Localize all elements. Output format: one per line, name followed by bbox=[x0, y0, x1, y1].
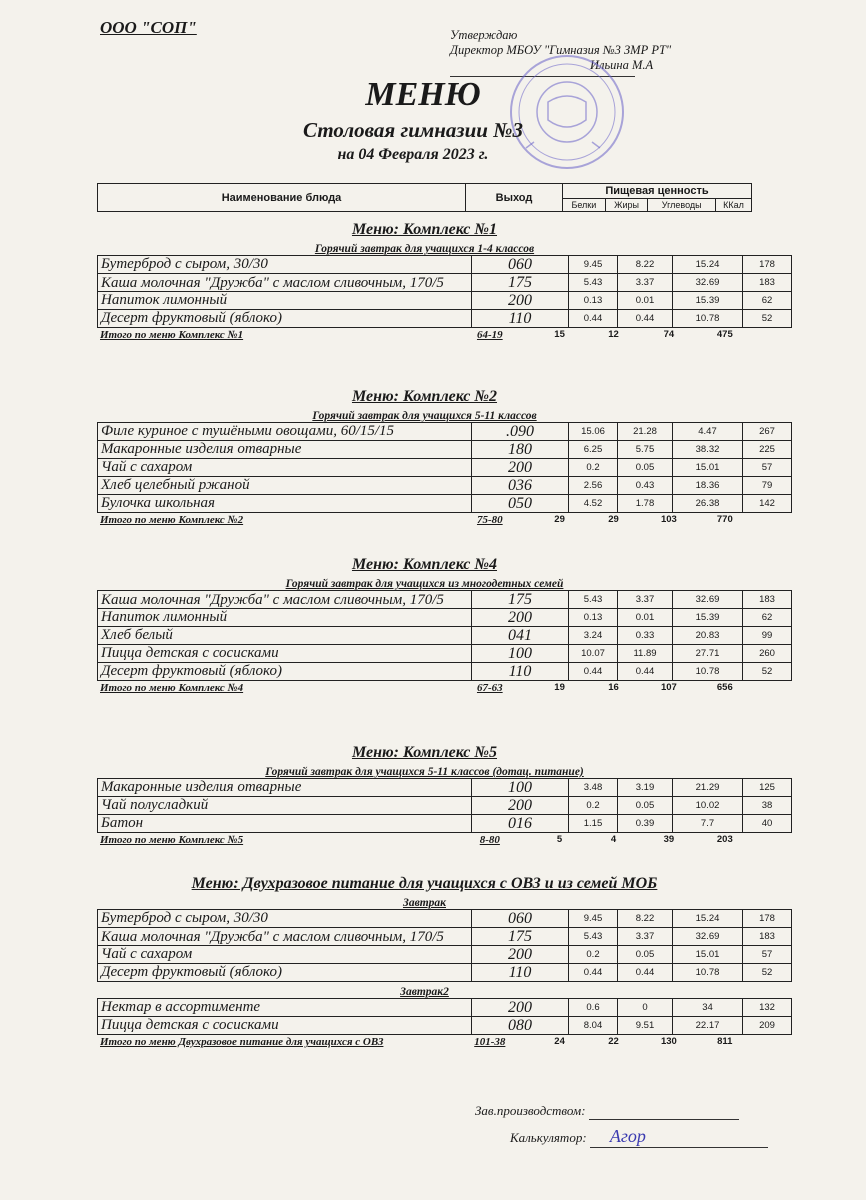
col-output: Выход bbox=[466, 184, 563, 212]
dish-output: 041 bbox=[472, 627, 569, 645]
col-fat: Жиры bbox=[605, 199, 648, 212]
table-row bbox=[98, 910, 792, 928]
total-protein: 15 bbox=[554, 329, 565, 340]
menu-table bbox=[97, 909, 792, 982]
dish-kcal: 52 bbox=[743, 310, 792, 328]
dish-protein: 9.45 bbox=[569, 256, 618, 274]
dish-fat: 5.75 bbox=[618, 441, 673, 459]
total-fat: 29 bbox=[608, 514, 619, 525]
section-title: Меню: Комплекс №4 bbox=[351, 556, 498, 573]
dish-protein: 3.48 bbox=[569, 779, 618, 797]
dish-output: 100 bbox=[472, 645, 569, 663]
section-title: Меню: Комплекс №1 bbox=[351, 221, 498, 238]
total-kcal: 656 bbox=[716, 682, 733, 693]
dish-kcal: 40 bbox=[743, 815, 792, 833]
dish-fat: 0.33 bbox=[618, 627, 673, 645]
dish-kcal: 62 bbox=[743, 609, 792, 627]
dish-carbs: 32.69 bbox=[673, 274, 743, 292]
dish-protein: 6.25 bbox=[569, 441, 618, 459]
section-total bbox=[97, 833, 752, 847]
dish-name: Хлеб белый bbox=[98, 627, 472, 645]
dish-fat: 0.44 bbox=[618, 663, 673, 681]
dish-name: Пицца детская с сосисками bbox=[98, 1017, 472, 1035]
table-row bbox=[98, 292, 792, 310]
dish-name: Хлеб целебный ржаной bbox=[98, 477, 472, 495]
table-row bbox=[98, 928, 792, 946]
dish-carbs: 10.78 bbox=[673, 964, 743, 982]
dish-name: Филе куриное с тушёными овощами, 60/15/15 bbox=[98, 423, 472, 441]
section-subtitle: Завтрак bbox=[402, 897, 446, 909]
dish-name: Чай полусладкий bbox=[98, 797, 472, 815]
dish-name: Напиток лимонный bbox=[98, 609, 472, 627]
total-kcal: 475 bbox=[716, 329, 733, 340]
dish-output: 200 bbox=[472, 797, 569, 815]
table-row bbox=[98, 999, 792, 1017]
production-label: Зав.производством: bbox=[475, 1103, 586, 1118]
dish-kcal: 57 bbox=[743, 459, 792, 477]
dish-protein: 1.15 bbox=[569, 815, 618, 833]
total-label: Итого по меню Двухразовое питание для учащихся с ОВЗ bbox=[100, 1036, 384, 1048]
dish-name: Десерт фруктовый (яблоко) bbox=[98, 663, 472, 681]
dish-kcal: 132 bbox=[743, 999, 792, 1017]
dish-kcal: 183 bbox=[743, 928, 792, 946]
dish-fat: 8.22 bbox=[618, 256, 673, 274]
dish-name: Каша молочная "Дружба" с маслом сливочным, 170/5 bbox=[98, 274, 472, 292]
table-row bbox=[98, 591, 792, 609]
dish-carbs: 15.24 bbox=[673, 256, 743, 274]
dish-protein: 8.04 bbox=[569, 1017, 618, 1035]
dish-fat: 0.05 bbox=[618, 459, 673, 477]
dish-output: 175 bbox=[472, 591, 569, 609]
dish-fat: 8.22 bbox=[618, 910, 673, 928]
dish-kcal: 178 bbox=[743, 256, 792, 274]
dish-carbs: 15.01 bbox=[673, 459, 743, 477]
section-title: Меню: Двухразовое питание для учащихся с ОВЗ и из семей МОБ bbox=[191, 875, 658, 892]
dish-protein: 0.44 bbox=[569, 964, 618, 982]
dish-kcal: 225 bbox=[743, 441, 792, 459]
dish-fat: 0.44 bbox=[618, 964, 673, 982]
dish-output: 016 bbox=[472, 815, 569, 833]
table-row bbox=[98, 627, 792, 645]
dish-carbs: 7.7 bbox=[673, 815, 743, 833]
table-row bbox=[98, 274, 792, 292]
dish-output: 200 bbox=[472, 292, 569, 310]
menu-date: на 04 Февраля 2023 г. bbox=[337, 146, 489, 163]
total-protein: 19 bbox=[554, 682, 565, 693]
dish-protein: 0.13 bbox=[569, 609, 618, 627]
dish-fat: 1.78 bbox=[618, 495, 673, 513]
dish-name: Макаронные изделия отварные bbox=[98, 441, 472, 459]
dish-carbs: 15.24 bbox=[673, 910, 743, 928]
dish-kcal: 209 bbox=[743, 1017, 792, 1035]
dish-output: 110 bbox=[472, 310, 569, 328]
dish-output: 060 bbox=[472, 910, 569, 928]
table-row bbox=[98, 663, 792, 681]
col-name: Наименование блюда bbox=[98, 184, 466, 212]
dish-protein: 5.43 bbox=[569, 928, 618, 946]
dish-kcal: 79 bbox=[743, 477, 792, 495]
dish-fat: 0.01 bbox=[618, 292, 673, 310]
page-title: МЕНЮ bbox=[365, 76, 481, 113]
table-row bbox=[98, 1017, 792, 1035]
dish-fat: 3.19 bbox=[618, 779, 673, 797]
total-carbs: 39 bbox=[663, 834, 675, 845]
dish-carbs: 34 bbox=[673, 999, 743, 1017]
calculator-signature bbox=[510, 1126, 768, 1148]
dish-protein: 4.52 bbox=[569, 495, 618, 513]
section-subtitle: Горячий завтрак для учащихся 5-11 классов (дотац. питание) bbox=[265, 766, 584, 778]
col-kcal: ККал bbox=[716, 199, 752, 212]
dish-carbs: 10.78 bbox=[673, 310, 743, 328]
calculator-label: Калькулятор: bbox=[510, 1130, 587, 1145]
total-output: 64-19 bbox=[476, 329, 503, 341]
menu-table bbox=[97, 590, 792, 681]
menu-table bbox=[97, 778, 792, 833]
dish-fat: 11.89 bbox=[618, 645, 673, 663]
total-carbs: 103 bbox=[660, 514, 677, 525]
dish-kcal: 62 bbox=[743, 292, 792, 310]
dish-output: 100 bbox=[472, 779, 569, 797]
total-label: Итого по меню Комплекс №2 bbox=[100, 514, 244, 526]
table-row bbox=[98, 477, 792, 495]
dish-protein: 2.56 bbox=[569, 477, 618, 495]
total-output: 67-63 bbox=[476, 682, 503, 694]
dish-kcal: 125 bbox=[743, 779, 792, 797]
dish-name: Нектар в ассортименте bbox=[98, 999, 472, 1017]
section-total bbox=[97, 681, 752, 695]
dish-carbs: 26.38 bbox=[673, 495, 743, 513]
dish-carbs: 27.71 bbox=[673, 645, 743, 663]
total-carbs: 130 bbox=[660, 1036, 677, 1047]
calculator-signature-mark: Агор bbox=[590, 1126, 768, 1148]
dish-protein: 0.13 bbox=[569, 292, 618, 310]
table-row bbox=[98, 310, 792, 328]
total-fat: 12 bbox=[608, 329, 619, 340]
table-row bbox=[98, 609, 792, 627]
total-kcal: 770 bbox=[716, 514, 733, 525]
dish-output: 200 bbox=[472, 459, 569, 477]
dish-name: Каша молочная "Дружба" с маслом сливочным, 170/5 bbox=[98, 928, 472, 946]
dish-output: 200 bbox=[472, 609, 569, 627]
table-row bbox=[98, 645, 792, 663]
dish-fat: 3.37 bbox=[618, 591, 673, 609]
table-row bbox=[98, 797, 792, 815]
section-title: Меню: Комплекс №2 bbox=[351, 388, 498, 405]
dish-protein: 0.44 bbox=[569, 663, 618, 681]
menu-section bbox=[97, 744, 775, 847]
approval-line-3: Ильина М.А bbox=[590, 58, 654, 72]
section-title: Меню: Комплекс №5 bbox=[351, 744, 498, 761]
table-row bbox=[98, 779, 792, 797]
total-kcal: 811 bbox=[717, 1036, 733, 1047]
dish-output: 080 bbox=[472, 1017, 569, 1035]
dish-kcal: 142 bbox=[743, 495, 792, 513]
dish-carbs: 10.78 bbox=[673, 663, 743, 681]
total-label: Итого по меню Комплекс №4 bbox=[100, 682, 244, 694]
dish-kcal: 52 bbox=[743, 663, 792, 681]
dish-name: Пицца детская с сосисками bbox=[98, 645, 472, 663]
table-row bbox=[98, 964, 792, 982]
total-kcal: 203 bbox=[716, 834, 733, 845]
organization-name: ООО "СОП" bbox=[100, 18, 197, 37]
dish-fat: 0.05 bbox=[618, 797, 673, 815]
production-signature-line bbox=[589, 1103, 739, 1120]
dish-fat: 0.05 bbox=[618, 946, 673, 964]
dish-kcal: 183 bbox=[743, 274, 792, 292]
section-total bbox=[97, 513, 752, 527]
total-carbs: 107 bbox=[660, 682, 677, 693]
dish-carbs: 15.39 bbox=[673, 292, 743, 310]
dish-fat: 0 bbox=[618, 999, 673, 1017]
col-nutrition: Пищевая ценность bbox=[563, 184, 752, 199]
dish-carbs: 10.02 bbox=[673, 797, 743, 815]
total-fat: 16 bbox=[608, 682, 619, 693]
col-protein: Белки bbox=[563, 199, 606, 212]
dish-output: 110 bbox=[472, 663, 569, 681]
dish-kcal: 178 bbox=[743, 910, 792, 928]
dish-fat: 0.43 bbox=[618, 477, 673, 495]
menu-section bbox=[97, 556, 775, 695]
col-carbs: Углеводы bbox=[648, 199, 716, 212]
menu-section bbox=[97, 875, 775, 1049]
dish-fat: 9.51 bbox=[618, 1017, 673, 1035]
dish-protein: 0.6 bbox=[569, 999, 618, 1017]
dish-kcal: 267 bbox=[743, 423, 792, 441]
dish-fat: 21.28 bbox=[618, 423, 673, 441]
dish-name: Десерт фруктовый (яблоко) bbox=[98, 310, 472, 328]
dish-output: 180 bbox=[472, 441, 569, 459]
section-total bbox=[97, 328, 752, 342]
section-subtitle: Горячий завтрак для учащихся 5-11 классов bbox=[312, 410, 537, 422]
dish-protein: 3.24 bbox=[569, 627, 618, 645]
dish-carbs: 22.17 bbox=[673, 1017, 743, 1035]
dish-fat: 0.39 bbox=[618, 815, 673, 833]
table-row bbox=[98, 815, 792, 833]
dish-output: 110 bbox=[472, 964, 569, 982]
dish-protein: 9.45 bbox=[569, 910, 618, 928]
dish-output: 175 bbox=[472, 274, 569, 292]
dish-output: .090 bbox=[472, 423, 569, 441]
dish-carbs: 15.39 bbox=[673, 609, 743, 627]
section-subtitle: Горячий завтрак для учащихся 1-4 классов bbox=[314, 243, 535, 255]
dish-carbs: 38.32 bbox=[673, 441, 743, 459]
dish-fat: 3.37 bbox=[618, 928, 673, 946]
table-row bbox=[98, 441, 792, 459]
total-protein: 29 bbox=[554, 514, 565, 525]
dish-output: 060 bbox=[472, 256, 569, 274]
menu-section bbox=[97, 221, 775, 342]
dish-kcal: 183 bbox=[743, 591, 792, 609]
dish-name: Чай с сахаром bbox=[98, 459, 472, 477]
dish-name: Чай с сахаром bbox=[98, 946, 472, 964]
total-protein: 24 bbox=[554, 1036, 565, 1047]
dish-carbs: 20.83 bbox=[673, 627, 743, 645]
dish-output: 036 bbox=[472, 477, 569, 495]
total-label: Итого по меню Комплекс №1 bbox=[100, 329, 244, 341]
section-total bbox=[97, 1035, 752, 1049]
section-subtitle: Горячий завтрак для учащихся из многодетных семей bbox=[285, 578, 564, 590]
dish-output: 200 bbox=[472, 946, 569, 964]
dish-protein: 5.43 bbox=[569, 591, 618, 609]
dish-protein: 10.07 bbox=[569, 645, 618, 663]
total-fat: 4 bbox=[610, 834, 617, 845]
dish-protein: 0.2 bbox=[569, 459, 618, 477]
menu-table bbox=[97, 422, 792, 513]
production-signature bbox=[475, 1103, 739, 1120]
dish-carbs: 32.69 bbox=[673, 591, 743, 609]
total-output: 8-80 bbox=[479, 834, 500, 846]
dish-kcal: 57 bbox=[743, 946, 792, 964]
dish-kcal: 52 bbox=[743, 964, 792, 982]
table-row bbox=[98, 459, 792, 477]
approval-line-1: Утверждаю bbox=[450, 28, 518, 42]
dish-carbs: 32.69 bbox=[673, 928, 743, 946]
dish-name: Напиток лимонный bbox=[98, 292, 472, 310]
dish-carbs: 4.47 bbox=[673, 423, 743, 441]
dish-name: Макаронные изделия отварные bbox=[98, 779, 472, 797]
approval-line-2: Директор МБОУ "Гимназия №3 ЗМР РТ" bbox=[450, 43, 672, 57]
total-protein: 5 bbox=[556, 834, 563, 845]
total-output: 75-80 bbox=[476, 514, 503, 526]
dish-carbs: 15.01 bbox=[673, 946, 743, 964]
total-carbs: 74 bbox=[663, 329, 675, 340]
dish-name: Бутерброд с сыром, 30/30 bbox=[98, 256, 472, 274]
table-row bbox=[98, 946, 792, 964]
table-row bbox=[98, 256, 792, 274]
menu-table bbox=[97, 998, 792, 1035]
total-label: Итого по меню Комплекс №5 bbox=[100, 834, 244, 846]
menu-section bbox=[97, 388, 775, 527]
dish-name: Булочка школьная bbox=[98, 495, 472, 513]
section-subtitle: Завтрак2 bbox=[400, 986, 449, 998]
dish-protein: 0.2 bbox=[569, 797, 618, 815]
column-header bbox=[97, 183, 752, 212]
menu-table bbox=[97, 255, 792, 328]
dish-fat: 0.01 bbox=[618, 609, 673, 627]
dish-output: 050 bbox=[472, 495, 569, 513]
dish-name: Бутерброд с сыром, 30/30 bbox=[98, 910, 472, 928]
dish-name: Батон bbox=[98, 815, 472, 833]
dish-output: 175 bbox=[472, 928, 569, 946]
dish-protein: 0.2 bbox=[569, 946, 618, 964]
dish-carbs: 18.36 bbox=[673, 477, 743, 495]
dish-carbs: 21.29 bbox=[673, 779, 743, 797]
dish-kcal: 260 bbox=[743, 645, 792, 663]
table-row bbox=[98, 423, 792, 441]
dish-protein: 0.44 bbox=[569, 310, 618, 328]
dish-kcal: 99 bbox=[743, 627, 792, 645]
dish-fat: 0.44 bbox=[618, 310, 673, 328]
dish-output: 200 bbox=[472, 999, 569, 1017]
dish-protein: 15.06 bbox=[569, 423, 618, 441]
table-row bbox=[98, 495, 792, 513]
page-subtitle: Столовая гимназии №3 bbox=[303, 118, 523, 142]
dish-fat: 3.37 bbox=[618, 274, 673, 292]
dish-kcal: 38 bbox=[743, 797, 792, 815]
total-output: 101-38 bbox=[474, 1036, 506, 1048]
dish-name: Каша молочная "Дружба" с маслом сливочным, 170/5 bbox=[98, 591, 472, 609]
dish-name: Десерт фруктовый (яблоко) bbox=[98, 964, 472, 982]
total-fat: 22 bbox=[608, 1036, 619, 1047]
dish-protein: 5.43 bbox=[569, 274, 618, 292]
